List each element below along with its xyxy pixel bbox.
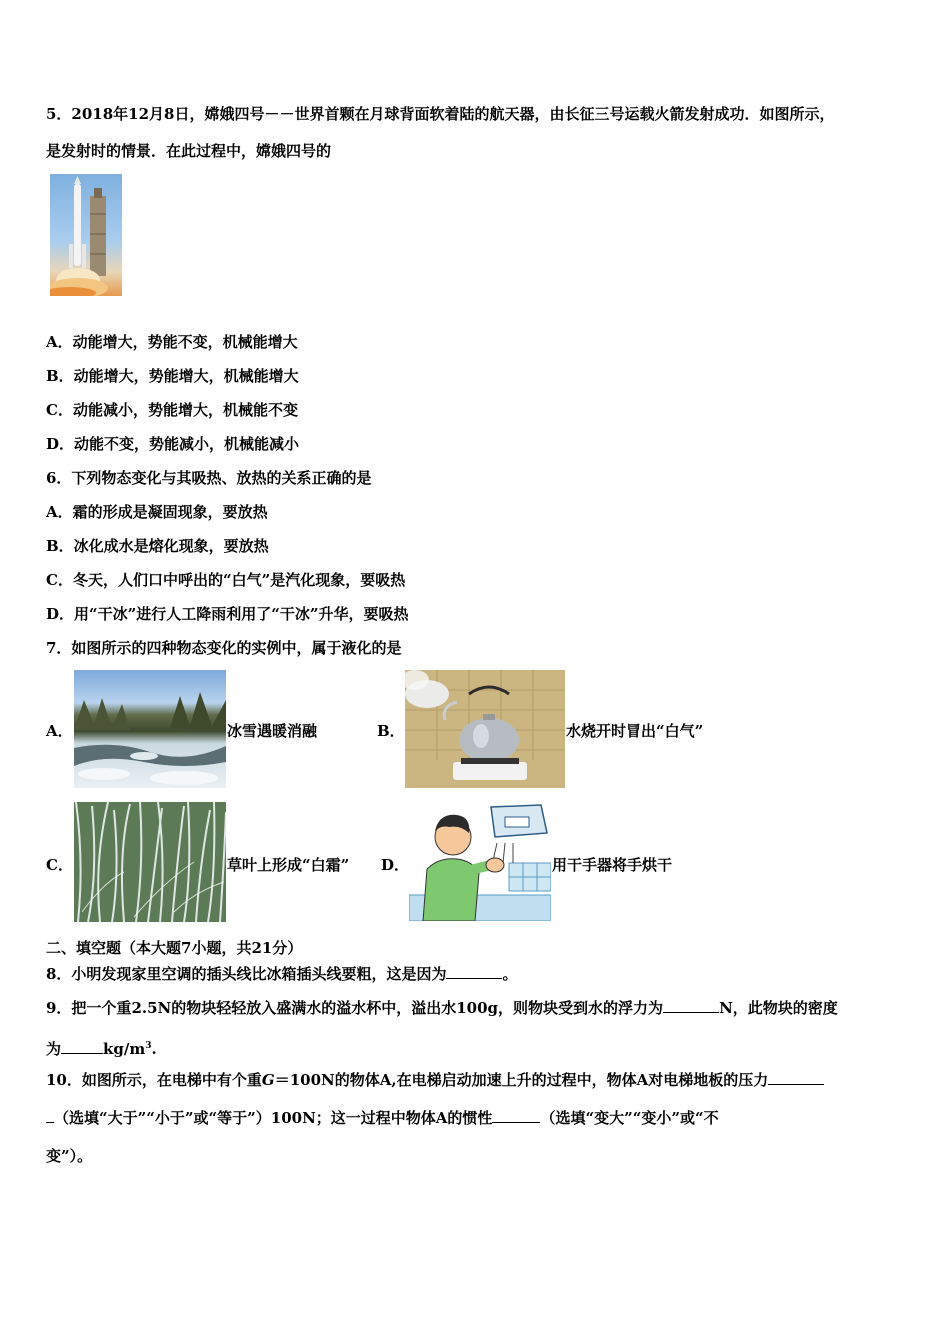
q5-option-d: D．动能不变，势能减小，机械能减小: [46, 435, 300, 453]
q10-line2: [46, 1108, 719, 1128]
q7-option-d-letter: D．: [381, 856, 410, 874]
q8-text-b: 。: [502, 965, 518, 983]
q10-text-a: 10．如图所示，在电梯中有个重: [46, 1071, 262, 1089]
q10-inertia-blank[interactable]: [492, 1108, 540, 1123]
q7-option-b-caption: 水烧开时冒出“白气”: [566, 722, 704, 740]
q5-option-c: C．动能减小，势能增大，机械能不变: [46, 401, 298, 419]
q6-option-d: D．用“干冰”进行人工降雨利用了“干冰”升华，要吸热: [46, 605, 409, 623]
q5-stem-line2: 是发射时的情景．在此过程中，嫦娥四号的: [46, 142, 332, 160]
q7-stem: 7．如图所示的四种物态变化的实例中，属于液化的是: [46, 639, 402, 657]
frost-grass-image: [74, 802, 226, 922]
q9-buoyancy-blank[interactable]: [663, 998, 719, 1013]
q8-text-a: 8．小明发现家里空调的插头线比冰箱插头线要粗，这是因为: [46, 965, 447, 983]
q10-text-b: ＝100N的物体A,在电梯启动加速上升的过程中，物体A对电梯地板的压力: [274, 1071, 769, 1089]
q9-unit-exponent: 3: [145, 1041, 152, 1051]
section2-heading: 二、填空题（本大题7小题，共21分）: [46, 939, 303, 957]
q9-line1: [46, 998, 838, 1018]
q9-end: .: [151, 1040, 157, 1058]
hand-dryer-image: [409, 803, 551, 921]
q9-density-blank[interactable]: [61, 1039, 103, 1054]
q6-option-b: B．冰化成水是熔化现象，要放热: [46, 537, 269, 555]
q5-option-a: A．动能增大，势能不变，机械能增大: [46, 333, 298, 351]
q10-pressure-blank[interactable]: [768, 1070, 824, 1085]
q8-line: [46, 964, 517, 984]
q6-stem: 6．下列物态变化与其吸热、放热的关系正确的是: [46, 469, 372, 487]
q10-pressure-blank-cont: [46, 1108, 54, 1123]
q5-stem-line1: 5．2018年12月8日，嫦娥四号－－世界首颗在月球背面软着陆的航天器，由长征三号运载火箭发射成功．如图所示，: [46, 105, 835, 123]
q6-option-c: C．冬天，人们口中呼出的“白气”是汽化现象，要吸热: [46, 571, 406, 589]
q9-line2: [46, 1036, 157, 1059]
q10-text-c: （选填“大于”“小于”或“等于”）100N；这一过程中物体A的惯性: [54, 1109, 493, 1127]
rocket-launch-image: [50, 174, 122, 296]
q7-option-c-caption: 草叶上形成“白霜”: [227, 856, 350, 874]
q10-text-d: （选填“变大”“变小”或“不: [540, 1109, 719, 1127]
q9-unit: kg/m: [103, 1040, 146, 1058]
q9-text-b: N，此物块的密度: [719, 999, 838, 1017]
q10-line3: 变”）。: [46, 1147, 93, 1165]
q6-option-a: A．霜的形成是凝固现象，要放热: [46, 503, 268, 521]
q8-answer-blank[interactable]: [446, 964, 502, 979]
q7-option-a-caption: 冰雪遇暖消融: [227, 722, 318, 740]
boiling-kettle-image: [405, 670, 565, 788]
melting-snow-image: [74, 670, 226, 788]
q7-option-b-letter: B．: [377, 722, 405, 740]
q9-text-a: 9．把一个重2.5N的物块轻轻放入盛满水的溢水杯中，溢出水100g，则物块受到水的浮力为: [46, 999, 664, 1017]
q7-option-a-letter: A．: [46, 722, 73, 740]
q7-option-c-letter: C．: [46, 856, 73, 874]
q9-text-c: 为: [46, 1040, 62, 1058]
q10-line1: [46, 1070, 824, 1090]
q7-option-d-caption: 用干手器将手烘干: [552, 856, 673, 874]
q10-variable-g: G: [261, 1071, 275, 1089]
q5-option-b: B．动能增大，势能增大，机械能增大: [46, 367, 299, 385]
